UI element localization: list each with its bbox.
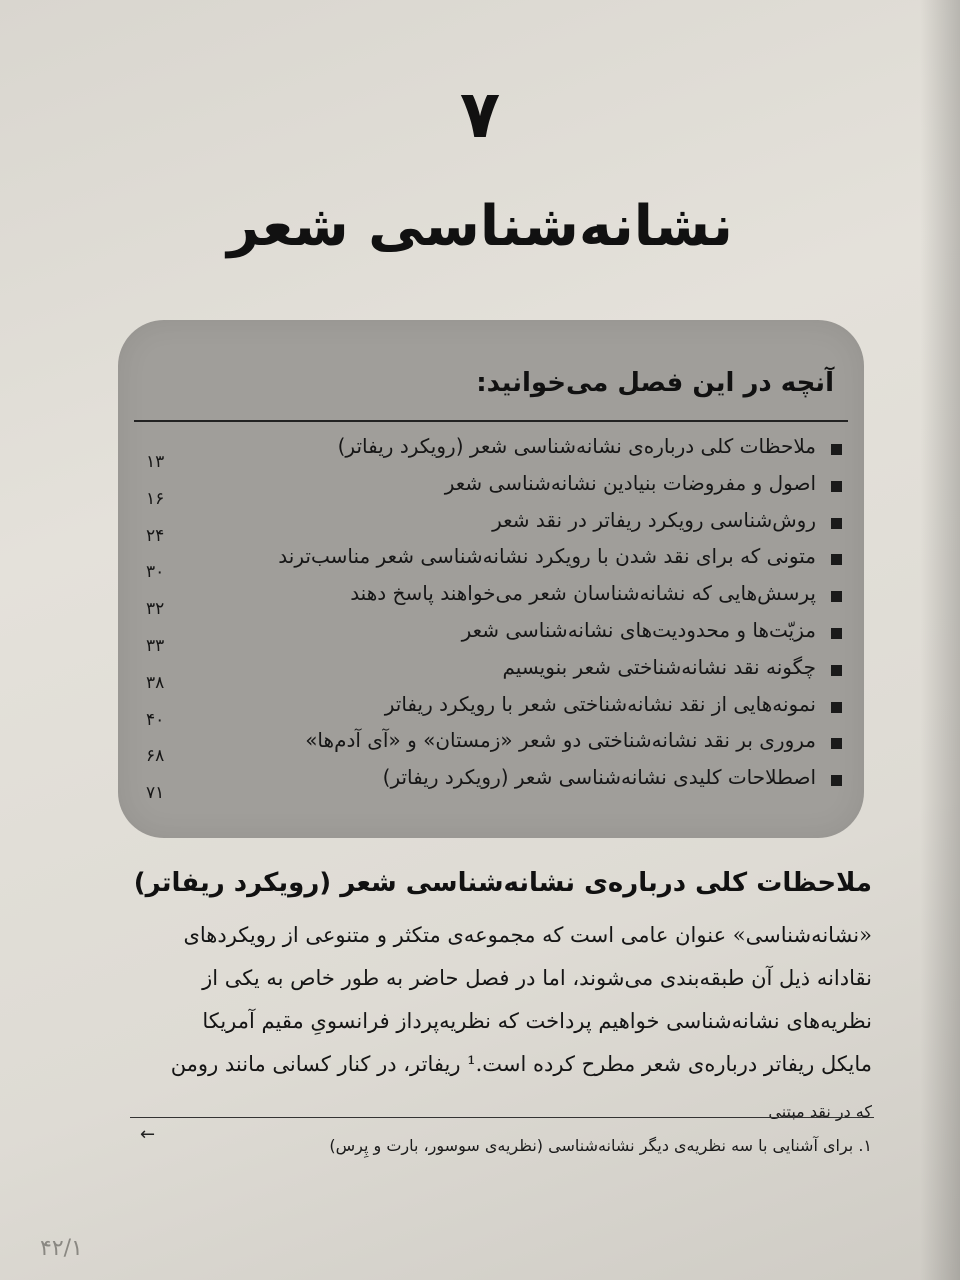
- contents-item-page: ۷۱: [146, 783, 165, 804]
- footnote-continuation: که در نقد مبتنی: [768, 1102, 872, 1121]
- contents-list: [142, 432, 842, 804]
- contents-item: [142, 726, 842, 767]
- contents-item-page: ۴۰: [146, 709, 165, 730]
- contents-item-page: ۳۸: [146, 672, 165, 693]
- contents-item-page: ۳۰: [146, 562, 165, 583]
- square-bullet-icon: [831, 481, 842, 492]
- contents-item: [142, 690, 842, 730]
- page-number: ۴۲/۱: [40, 1236, 83, 1261]
- contents-item-label: اصول و مفروضات بنیادین نشانه‌شناسی شعر: [444, 470, 816, 495]
- contents-item-page: ۲۴: [146, 525, 165, 546]
- contents-item-page: ۳۲: [146, 599, 165, 620]
- contents-heading: آنچه در این فصل می‌خوانید:: [476, 368, 834, 398]
- footnote-text: ۱. برای آشنایی با سه نظریه‌ی دیگر نشانه‌شناسی (نظریه‌ی سوسور، بارت و پِرس): [329, 1136, 872, 1155]
- footnote-divider: [130, 1117, 874, 1118]
- square-bullet-icon: [831, 518, 842, 529]
- contents-item: [142, 763, 842, 804]
- contents-item: [142, 506, 842, 546]
- contents-item-label: نمونه‌هایی از نقد نشانه‌شناختی شعر با رویکرد ریفاتر: [384, 691, 816, 716]
- body-line: «نشانه‌شناسی» عنوان عامی است که مجموعه‌ی متکثر و متنوعی از رویکردهای: [183, 923, 872, 947]
- contents-item-page: ۱۶: [146, 488, 165, 509]
- contents-item-label: ملاحظات کلی درباره‌ی نشانه‌شناسی شعر (رویکرد ریفاتر): [337, 434, 816, 458]
- contents-item-label: چگونه نقد نشانه‌شناختی شعر بنویسیم: [502, 654, 816, 679]
- spine-shadow: [920, 0, 960, 1280]
- contents-item-label: مزیّت‌ها و محدودیت‌های نشانه‌شناسی شعر: [461, 617, 816, 642]
- contents-item-label: پرسش‌هایی که نشانه‌شناسان شعر می‌خواهند پاسخ دهند: [350, 581, 816, 606]
- contents-item-label: متونی که برای نقد شدن با رویکرد نشانه‌شناسی شعر مناسب‌ترند: [278, 544, 816, 569]
- square-bullet-icon: [831, 591, 842, 602]
- contents-divider: [134, 420, 848, 422]
- contents-item-page: ۳۳: [146, 635, 165, 656]
- square-bullet-icon: [831, 554, 842, 565]
- square-bullet-icon: [831, 775, 842, 786]
- body-paragraph: [126, 914, 872, 1086]
- square-bullet-icon: [831, 738, 842, 749]
- body-line: نظریه‌های نشانه‌شناسی خواهیم پرداخت که نظریه‌پرداز فرانسویِ مقیم آمریکا: [202, 1009, 872, 1033]
- contents-item: [142, 469, 842, 509]
- contents-item: [142, 616, 842, 656]
- contents-item: [142, 432, 842, 472]
- body-line: نقادانه ذیل آن طبقه‌بندی می‌شوند، اما در فصل حاضر به طور خاص به یکی از: [202, 966, 872, 990]
- square-bullet-icon: [831, 444, 842, 455]
- square-bullet-icon: [831, 702, 842, 713]
- contents-item: [142, 542, 842, 583]
- contents-item-label: روش‌شناسی رویکرد ریفاتر در نقد شعر: [492, 507, 816, 532]
- body-line: مایکل ریفاتر درباره‌ی شعر مطرح کرده است.¹ ریفاتر، در کنار کسانی مانند رومن: [170, 1052, 872, 1076]
- contents-item-label: مروری بر نقد نشانه‌شناختی دو شعر «زمستان» و «آی آدم‌ها»: [305, 728, 816, 753]
- contents-item: [142, 653, 842, 693]
- section-heading: ملاحظات کلی درباره‌ی نشانه‌شناسی شعر (رویکرد ریفاتر): [133, 868, 872, 898]
- arrow-left-icon: ←: [140, 1124, 156, 1145]
- contents-item-page: ۱۳: [146, 452, 165, 472]
- chapter-contents-box: [118, 320, 864, 838]
- chapter-number: ۷: [459, 76, 501, 153]
- contents-item-page: ۶۸: [146, 746, 165, 767]
- square-bullet-icon: [831, 665, 842, 676]
- contents-item: [142, 579, 842, 620]
- square-bullet-icon: [831, 628, 842, 639]
- chapter-title: نشانه‌شناسی شعر: [227, 194, 733, 259]
- contents-item-label: اصطلاحات کلیدی نشانه‌شناسی شعر (رویکرد ریفاتر): [382, 765, 816, 790]
